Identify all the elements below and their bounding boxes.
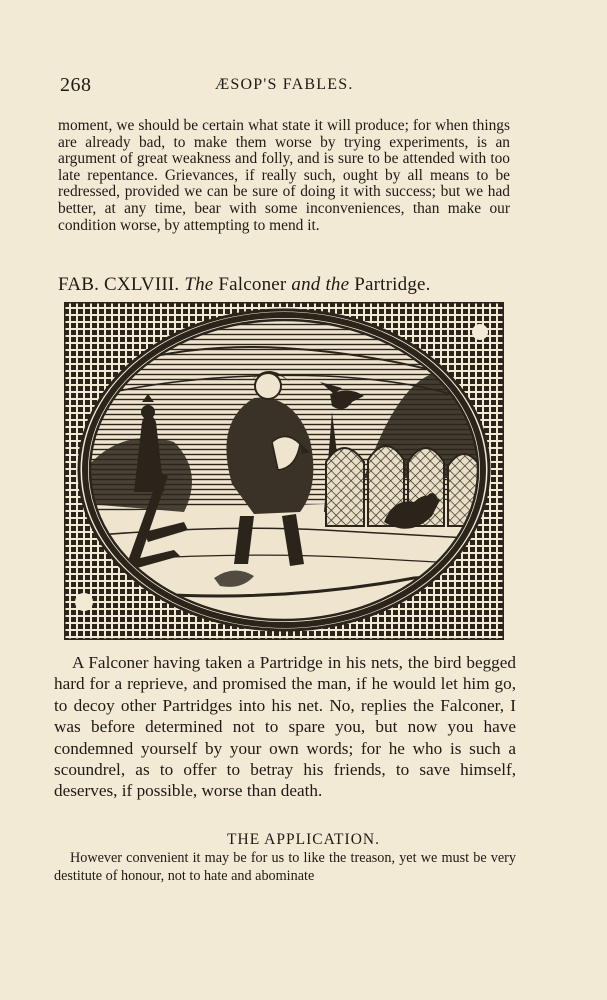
fable-title-partridge: Partridge. [354,274,431,295]
fable-title-and-the: and the [291,274,350,295]
application-heading: THE APPLICATION. [227,831,380,848]
running-title: ÆSOP'S FABLES. [215,76,354,93]
fable-title-the: The [184,274,214,295]
application-paragraph [54,850,516,885]
fable-text: A Falconer having taken a Partridge in his nets, the bird begged hard for a reprieve, and promised the man, if he would let him go, to decoy other Partridges into his net. No, replies the Falconer, I was before determined not to spare you, but now you have condemned yourself by your own words; for he who is such a scoundrel, as to offer to betray his friends, to save himself, deserves, if possible, worse than death. [54,653,516,801]
page-number: 268 [60,74,92,96]
fable-paragraph [54,652,516,802]
moral-paragraph [58,118,510,234]
fable-number: FAB. CXLVIII. [58,274,180,295]
woodcut-illustration [64,302,504,640]
fable-heading [58,274,514,296]
moral-text: moment, we should be certain what state it will produce; for when things are already bad, to make them worse by trying experiments, is an argument of great weakness and folly, and is sure to be attended with too late repentance. Grievances, if really such, ought by all means to be redressed, provided we can be sure of doing it with success; but we had better, at any time, bear with some inconveniences, than make our condition worse, by attempting to mend it. [58,117,510,234]
application-text: However convenient it may be for us to like the treason, yet we must be very destitute of honour, not to hate and abominate [54,850,516,884]
running-head [60,74,511,98]
fable-title-falconer: Falconer [218,274,287,295]
